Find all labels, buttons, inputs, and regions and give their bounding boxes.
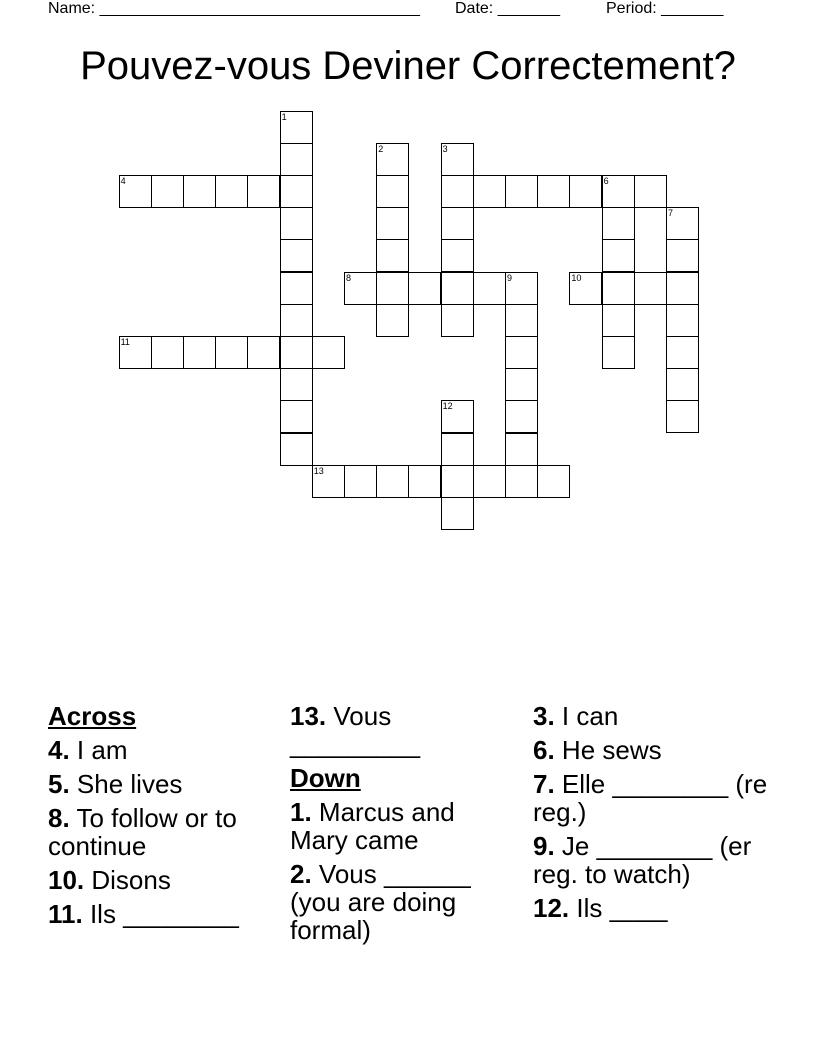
grid-cell[interactable] — [441, 497, 474, 530]
grid-cell[interactable] — [344, 465, 377, 498]
grid-cell[interactable] — [602, 304, 635, 337]
grid-cell[interactable] — [280, 239, 313, 272]
grid-cell[interactable] — [602, 207, 635, 240]
down-heading: Down — [290, 763, 361, 793]
clue-down-7 — [533, 770, 773, 826]
clue-number-label: 13 — [313, 465, 324, 476]
grid-cell[interactable] — [602, 239, 635, 272]
grid-cell[interactable] — [280, 207, 313, 240]
grid-cell[interactable] — [666, 207, 699, 240]
grid-cell[interactable] — [215, 336, 248, 369]
grid-cell[interactable] — [119, 175, 152, 208]
clue-number-label: 9 — [507, 272, 513, 283]
name-field[interactable]: Name: ____________________________________ — [48, 0, 420, 17]
clue-text: She lives — [69, 769, 183, 799]
clue-number: 2. — [290, 859, 312, 889]
grid-cell[interactable] — [280, 433, 313, 466]
grid-cell[interactable] — [441, 143, 474, 176]
clue-text: To follow or to continue — [48, 803, 237, 861]
clue-down-2 — [290, 860, 515, 944]
clue-across-13 — [290, 702, 515, 758]
grid-cell[interactable] — [376, 304, 409, 337]
clue-column-1 — [48, 702, 278, 934]
grid-cell[interactable] — [505, 368, 538, 401]
grid-cell[interactable] — [408, 465, 441, 498]
grid-cell[interactable] — [634, 175, 667, 208]
grid-cell[interactable] — [441, 207, 474, 240]
grid-cell[interactable] — [247, 336, 280, 369]
grid-cell[interactable] — [666, 239, 699, 272]
clue-number: 7. — [533, 769, 555, 799]
clue-down-6 — [533, 736, 773, 764]
clue-across-11 — [48, 900, 278, 928]
grid-cell[interactable] — [376, 272, 409, 305]
grid-cell[interactable] — [441, 304, 474, 337]
clue-across-10 — [48, 866, 278, 894]
grid-cell[interactable] — [569, 175, 602, 208]
grid-cell[interactable] — [441, 465, 474, 498]
grid-cell[interactable] — [505, 272, 538, 305]
grid-cell[interactable] — [408, 272, 441, 305]
clue-number: 4. — [48, 735, 70, 765]
grid-cell[interactable] — [376, 143, 409, 176]
grid-cell[interactable] — [312, 465, 345, 498]
clue-number: 9. — [533, 831, 555, 861]
grid-cell[interactable] — [441, 175, 474, 208]
clue-across-4 — [48, 736, 278, 764]
clue-number-label: 8 — [346, 272, 352, 283]
clue-number-label: 2 — [378, 143, 384, 154]
grid-cell[interactable] — [505, 304, 538, 337]
grid-cell[interactable] — [280, 175, 313, 208]
clue-down-1 — [290, 798, 515, 854]
grid-cell[interactable] — [505, 175, 538, 208]
grid-cell[interactable] — [441, 272, 474, 305]
clue-text: I am — [69, 735, 128, 765]
grid-cell[interactable] — [183, 175, 216, 208]
grid-cell[interactable] — [505, 400, 538, 433]
clue-number: 10. — [48, 865, 85, 895]
grid-cell[interactable] — [537, 175, 570, 208]
clue-column-3 — [533, 702, 773, 928]
clue-text: Ils ____ — [569, 893, 668, 923]
grid-cell[interactable] — [666, 272, 699, 305]
clue-number-label: 4 — [120, 176, 126, 186]
grid-cell[interactable] — [376, 465, 409, 498]
period-field[interactable]: Period: _______ — [606, 0, 724, 17]
clue-number: 13. — [290, 701, 327, 731]
clue-number-label: 10 — [571, 272, 582, 283]
grid-cell[interactable] — [473, 272, 506, 305]
clue-number: 12. — [533, 893, 570, 923]
clue-text: Ils ________ — [82, 899, 239, 929]
grid-cell[interactable] — [280, 111, 313, 144]
grid-cell[interactable] — [215, 175, 248, 208]
grid-cell[interactable] — [441, 433, 474, 466]
clue-number-label: 11 — [120, 337, 130, 347]
grid-cell[interactable] — [473, 175, 506, 208]
grid-cell[interactable] — [280, 336, 313, 369]
clue-text: He sews — [554, 735, 662, 765]
clue-number-label: 1 — [281, 111, 287, 122]
clue-number: 5. — [48, 769, 70, 799]
clue-number-label: 7 — [668, 208, 674, 219]
clue-number: 3. — [533, 701, 555, 731]
grid-cell[interactable] — [247, 175, 280, 208]
clue-text: Marcus and Mary came — [290, 797, 455, 855]
clue-text: I can — [554, 701, 619, 731]
grid-cell[interactable] — [151, 336, 184, 369]
clue-text: Je ________ (er reg. to watch) — [533, 831, 752, 889]
grid-cell[interactable] — [280, 400, 313, 433]
grid-cell[interactable] — [537, 465, 570, 498]
clue-column-2 — [290, 702, 515, 950]
clue-down-3 — [533, 702, 773, 730]
clue-number-label: 3 — [442, 143, 448, 154]
grid-cell[interactable] — [280, 368, 313, 401]
grid-cell[interactable] — [666, 368, 699, 401]
grid-cell[interactable] — [666, 336, 699, 369]
grid-cell[interactable] — [312, 336, 345, 369]
grid-cell[interactable] — [505, 465, 538, 498]
grid-cell[interactable] — [634, 272, 667, 305]
grid-cell[interactable] — [505, 336, 538, 369]
grid-cell[interactable] — [376, 175, 409, 208]
clue-across-8 — [48, 804, 278, 860]
grid-cell[interactable] — [280, 304, 313, 337]
clue-text: Vous ______ (you are doing formal) — [290, 859, 471, 945]
grid-cell[interactable] — [183, 336, 216, 369]
grid-cell[interactable] — [505, 433, 538, 466]
clue-number-label: 6 — [603, 176, 609, 186]
across-heading: Across — [48, 701, 137, 731]
clue-number: 6. — [533, 735, 555, 765]
page-title: Pouvez-vous Deviner Correctement? — [80, 44, 736, 88]
clue-text: Vous _________ — [290, 701, 421, 759]
clue-down-12 — [533, 894, 773, 922]
grid-cell[interactable] — [119, 336, 152, 369]
grid-cell[interactable] — [280, 272, 313, 305]
grid-cell[interactable] — [441, 400, 474, 433]
grid-cell[interactable] — [151, 175, 184, 208]
grid-cell[interactable] — [376, 239, 409, 272]
grid-cell[interactable] — [376, 207, 409, 240]
grid-cell[interactable] — [280, 143, 313, 176]
grid-cell[interactable] — [666, 304, 699, 337]
grid-cell[interactable] — [602, 175, 635, 208]
clue-text: Elle ________ (re reg.) — [533, 769, 768, 827]
clue-down-9 — [533, 832, 773, 888]
grid-cell[interactable] — [569, 272, 602, 305]
grid-cell[interactable] — [473, 465, 506, 498]
clue-number: 1. — [290, 797, 312, 827]
grid-cell[interactable] — [602, 336, 635, 369]
grid-cell[interactable] — [602, 272, 635, 305]
clue-across-5 — [48, 770, 278, 798]
grid-cell[interactable] — [666, 400, 699, 433]
clue-number-label: 12 — [442, 401, 453, 412]
clue-number: 8. — [48, 803, 70, 833]
grid-cell[interactable] — [344, 272, 377, 305]
clue-text: Disons — [84, 865, 171, 895]
date-field[interactable]: Date: _______ — [455, 0, 560, 17]
clue-number: 11. — [48, 899, 83, 929]
grid-cell[interactable] — [441, 239, 474, 272]
